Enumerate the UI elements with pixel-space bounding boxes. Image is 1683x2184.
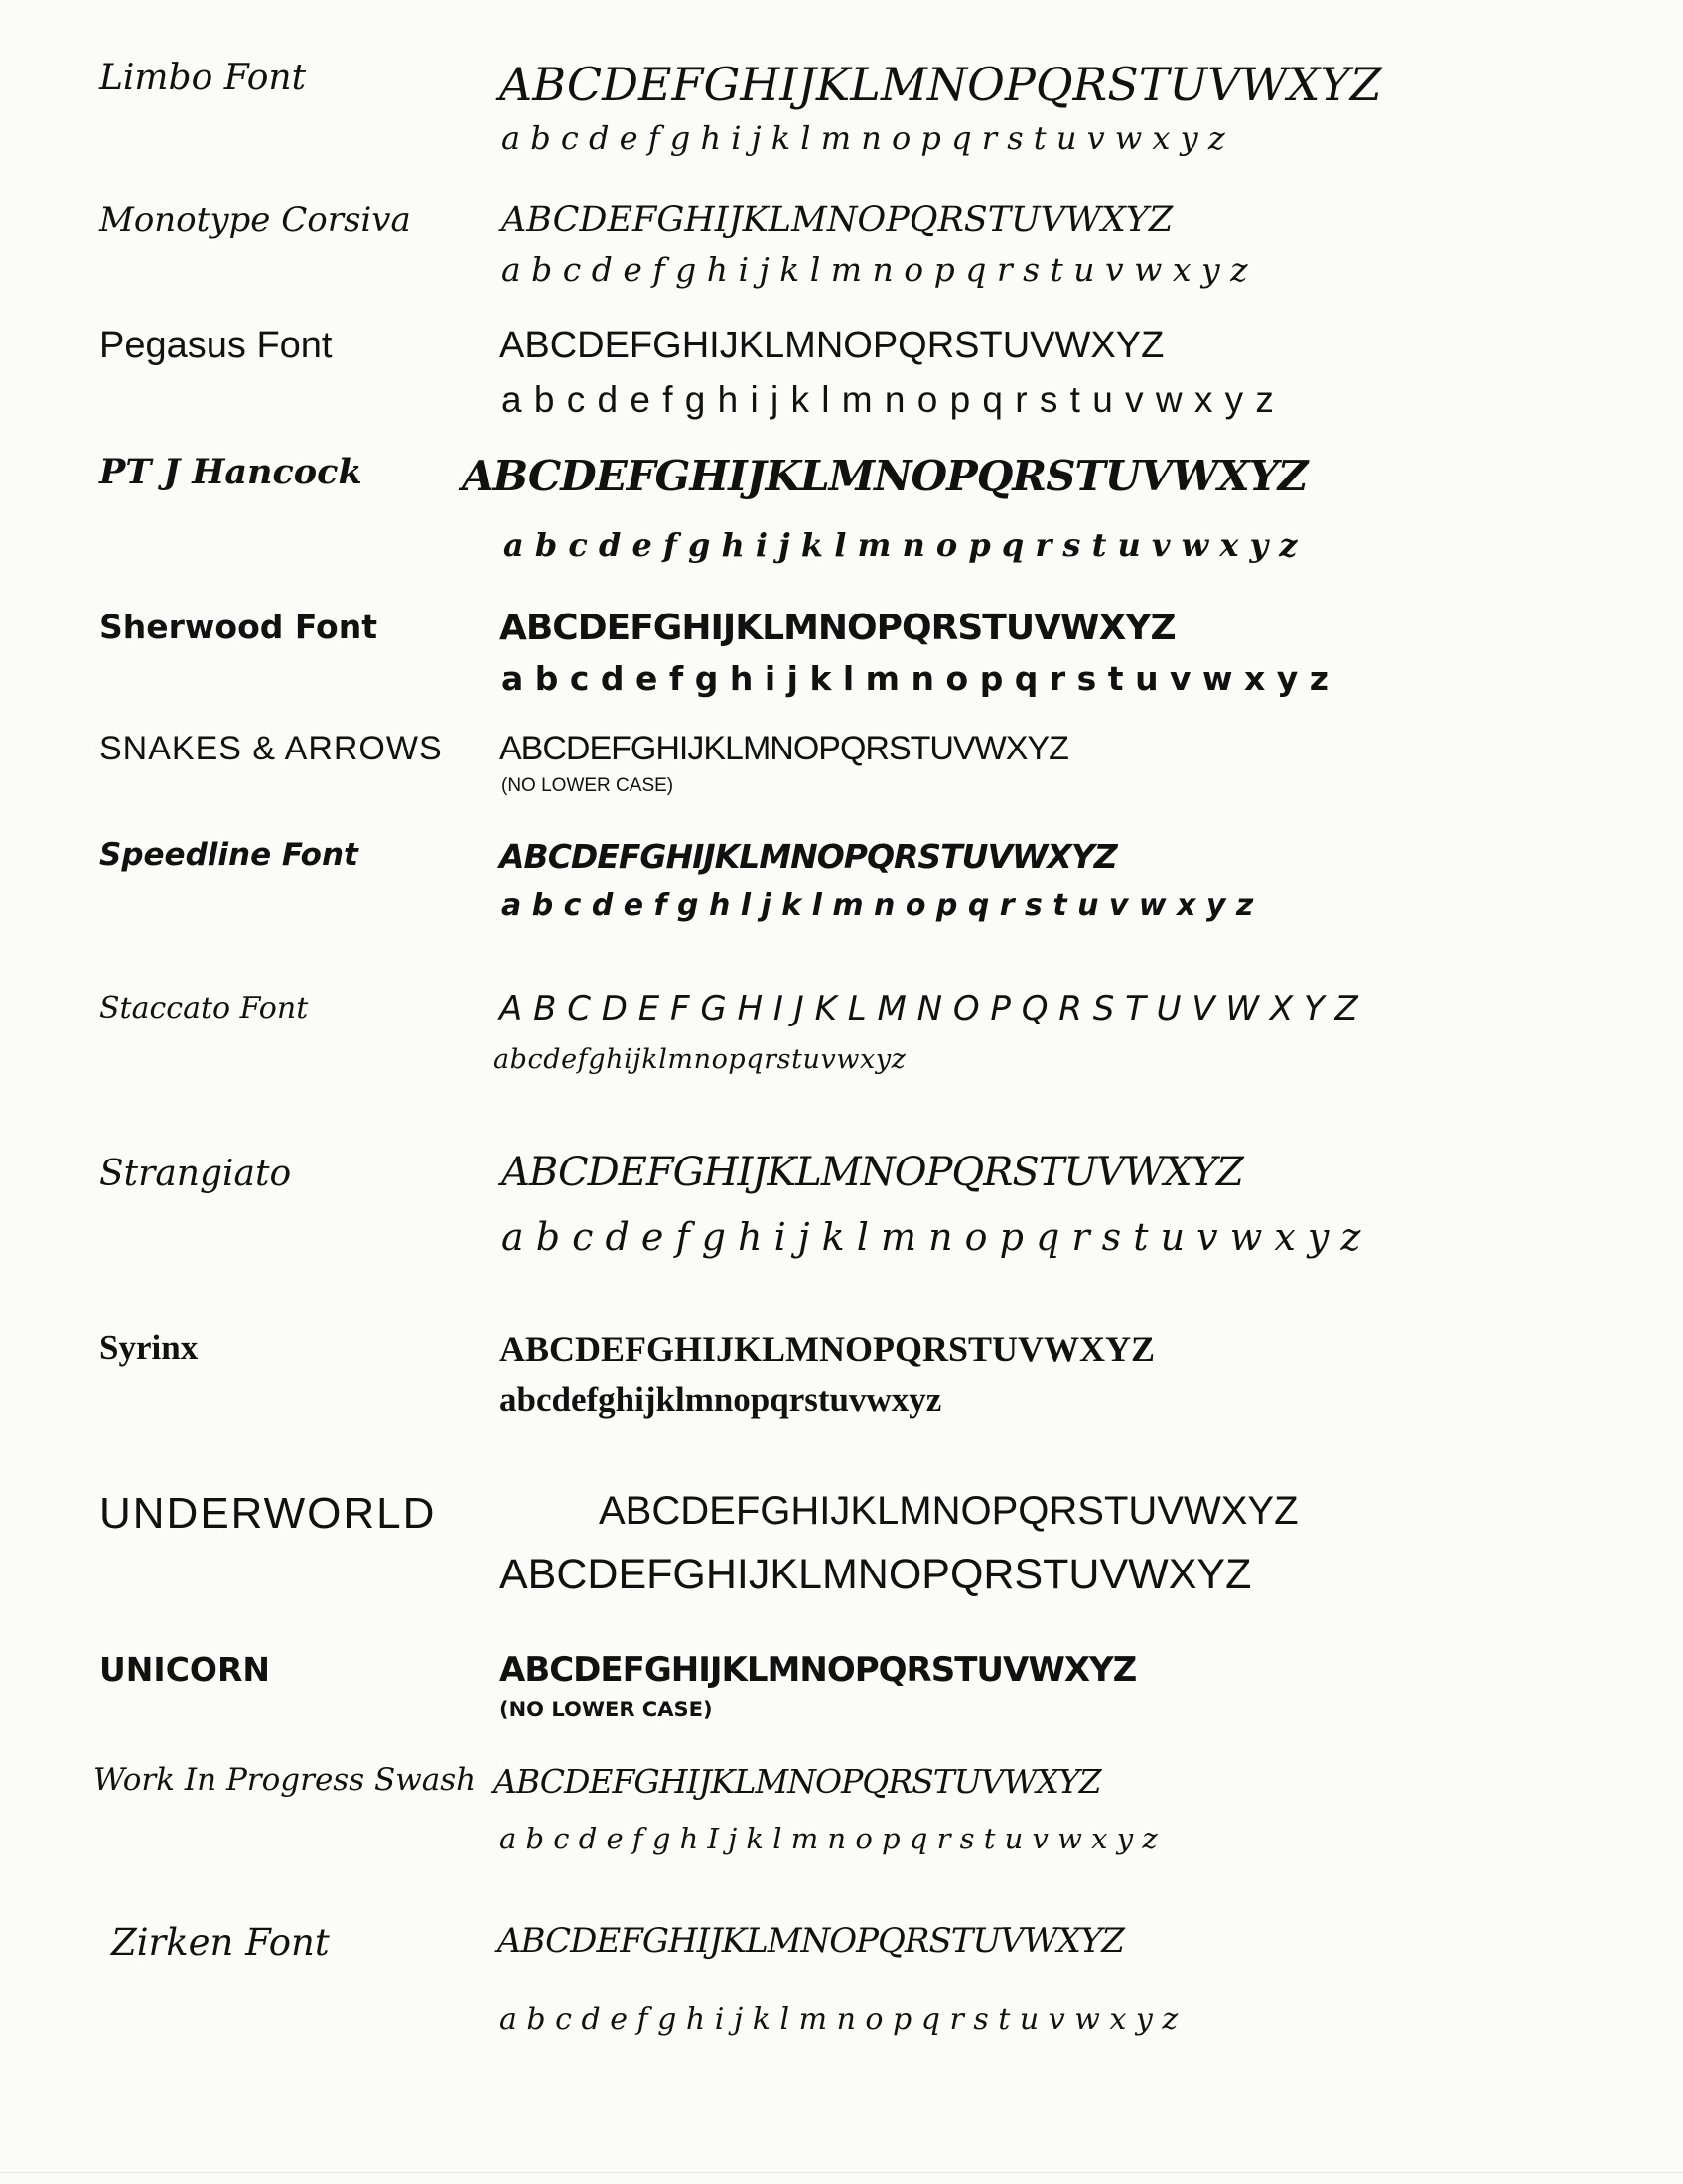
lowercase-sample: a b c d e f g h i j k l m n o p q r s t u v w x y z <box>501 1215 1361 1259</box>
font-name: Monotype Corsiva <box>99 201 411 240</box>
second-case-sample: ABCDEFGHIJKLMNOPQRSTUVWXYZ <box>499 1551 1252 1598</box>
font-name: Zirken Font <box>111 1921 330 1964</box>
font-name: UNICORN <box>99 1650 270 1689</box>
uppercase-sample: ABCDEFGHIJKLMNOPQRSTUVWXYZ <box>462 452 1308 500</box>
font-name: UNDERWORLD <box>99 1489 437 1538</box>
lowercase-sample: a b c d e f g h i j k l m n o p q r s t u v w x y z <box>501 250 1248 289</box>
uppercase-sample: ABCDEFGHIJKLMNOPQRSTUVWXYZ <box>499 1329 1156 1369</box>
font-name: Syrinx <box>99 1328 199 1367</box>
uppercase-sample: ABCDEFGHIJKLMNOPQRSTUVWXYZ <box>501 1150 1243 1195</box>
uppercase-sample: ABCDEFGHIJKLMNOPQRSTUVWXYZ <box>599 1489 1299 1533</box>
no-lowercase-note: (NO LOWER CASE) <box>501 775 674 796</box>
lowercase-sample: a b c d e f g h l j k l m n o p q r s t u v w x y z <box>501 888 1254 923</box>
lowercase-sample: abcdefghijklmnopqrstuvwxyz <box>499 1380 942 1419</box>
font-name: Sherwood Font <box>99 608 378 646</box>
lowercase-sample: a b c d e f g h i j k l m n o p q r s t u v w x y z <box>493 1044 902 1075</box>
font-name: Work In Progress Swash <box>93 1762 477 1798</box>
uppercase-sample: ABCDEFGHIJKLMNOPQRSTUVWXYZ <box>499 608 1176 648</box>
font-name: Speedline Font <box>99 837 358 873</box>
lowercase-sample: a b c d e f g h i j k l m n o p q r s t u v w x y z <box>503 526 1298 564</box>
uppercase-sample: ABCDEFGHIJKLMNOPQRSTUVWXYZ <box>499 58 1382 111</box>
font-name: Strangiato <box>99 1154 292 1194</box>
font-name: Staccato Font <box>99 991 309 1025</box>
uppercase-sample: ABCDEFGHIJKLMNOPQRSTUVWXYZ <box>499 1650 1137 1690</box>
uppercase-sample: ABCDEFGHIJKLMNOPQRSTUVWXYZ <box>499 325 1165 366</box>
lowercase-sample: a b c d e f g h i j k l m n o p q r s t u v w x y z <box>499 2002 1179 2037</box>
uppercase-sample: A B C D E F G H I J K L M N O P Q R S T U V W X Y Z <box>499 989 1358 1028</box>
lowercase-sample: a b c d e f g h i j k l m n o p q r s t u v w x y z <box>501 379 1275 420</box>
font-name: SNAKES & ARROWS <box>99 730 443 767</box>
uppercase-sample: ABCDEFGHIJKLMNOPQRSTUVWXYZ <box>499 837 1117 876</box>
font-name: PT J Hancock <box>99 452 362 492</box>
page-edge-divider <box>0 2172 1683 2173</box>
font-name: Pegasus Font <box>99 325 333 366</box>
no-lowercase-note: (NO LOWER CASE) <box>499 1698 713 1721</box>
lowercase-sample: a b c d e f g h i j k l m n o p q r s t u v w x y z <box>501 659 1330 698</box>
uppercase-sample: ABCDEFGHIJKLMNOPQRSTUVWXYZ <box>499 730 1068 767</box>
uppercase-sample: ABCDEFGHIJKLMNOPQRSTUVWXYZ <box>493 1762 1101 1801</box>
uppercase-sample: ABCDEFGHIJKLMNOPQRSTUVWXYZ <box>501 201 1174 240</box>
lowercase-sample: a b c d e f g h i j k l m n o p q r s t u v w x y z <box>501 119 1225 157</box>
uppercase-sample: ABCDEFGHIJKLMNOPQRSTUVWXYZ <box>497 1921 1124 1961</box>
font-name: Limbo Font <box>99 58 307 98</box>
lowercase-sample: a b c d e f g h I j k l m n o p q r s t u v w x y z <box>499 1822 1158 1855</box>
